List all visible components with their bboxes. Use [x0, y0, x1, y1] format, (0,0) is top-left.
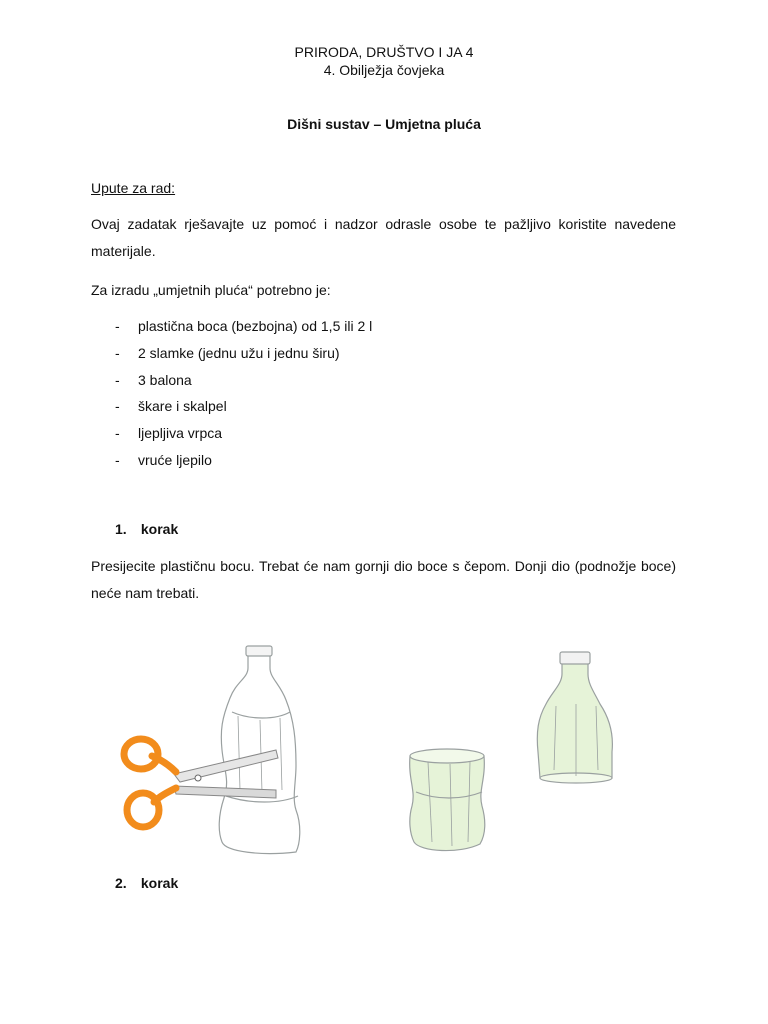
material-label: 2 slamke (jednu užu i jednu širu)	[138, 344, 340, 361]
intro-paragraph: Ovaj zadatak rješavajte uz pomoć i nadzor odrasle osobe te pažljivo koristite navedene materijale.	[91, 216, 676, 259]
unit-line: 4. Obilježja čovjeka	[323, 62, 445, 78]
step-number: 1.	[115, 521, 127, 537]
dash-bullet: -	[115, 451, 120, 468]
step-1-paragraph: Presijecite plastičnu bocu. Trebat će nam gornji dio boce s čepom. Donji dio (podnožje boce) neće nam trebati.	[91, 558, 676, 601]
dash-bullet: -	[115, 318, 120, 334]
materials-intro: Za izradu „umjetnih pluća“ potrebno je:	[91, 282, 331, 298]
dash-bullet: -	[115, 398, 120, 415]
bottle-top-image	[537, 652, 612, 783]
material-label: plastična boca (bezbojna) od 1,5 ili 2 l	[138, 318, 373, 334]
material-label: 3 balona	[138, 371, 192, 388]
material-label: vruće ljepilo	[138, 451, 212, 468]
step-label: korak	[140, 521, 179, 537]
material-label: škare i skalpel	[138, 398, 227, 415]
dash-bullet: -	[115, 371, 120, 388]
subject-line: PRIRODA, DRUŠTVO I JA 4	[294, 44, 474, 60]
step-label: korak	[140, 875, 179, 891]
step-number: 2.	[115, 875, 127, 891]
step-1-heading	[115, 521, 178, 537]
dash-bullet: -	[115, 344, 120, 361]
step-1-illustration	[0, 620, 768, 870]
instructions-heading: Upute za rad:	[91, 180, 176, 196]
full-bottle-image	[219, 646, 300, 854]
material-label: ljepljiva vrpca	[138, 425, 223, 442]
step-2-heading	[115, 875, 178, 891]
dash-bullet: -	[115, 425, 120, 442]
page-title: Dišni sustav – Umjetna pluća	[287, 116, 481, 132]
bottle-bottom-image	[410, 749, 485, 851]
